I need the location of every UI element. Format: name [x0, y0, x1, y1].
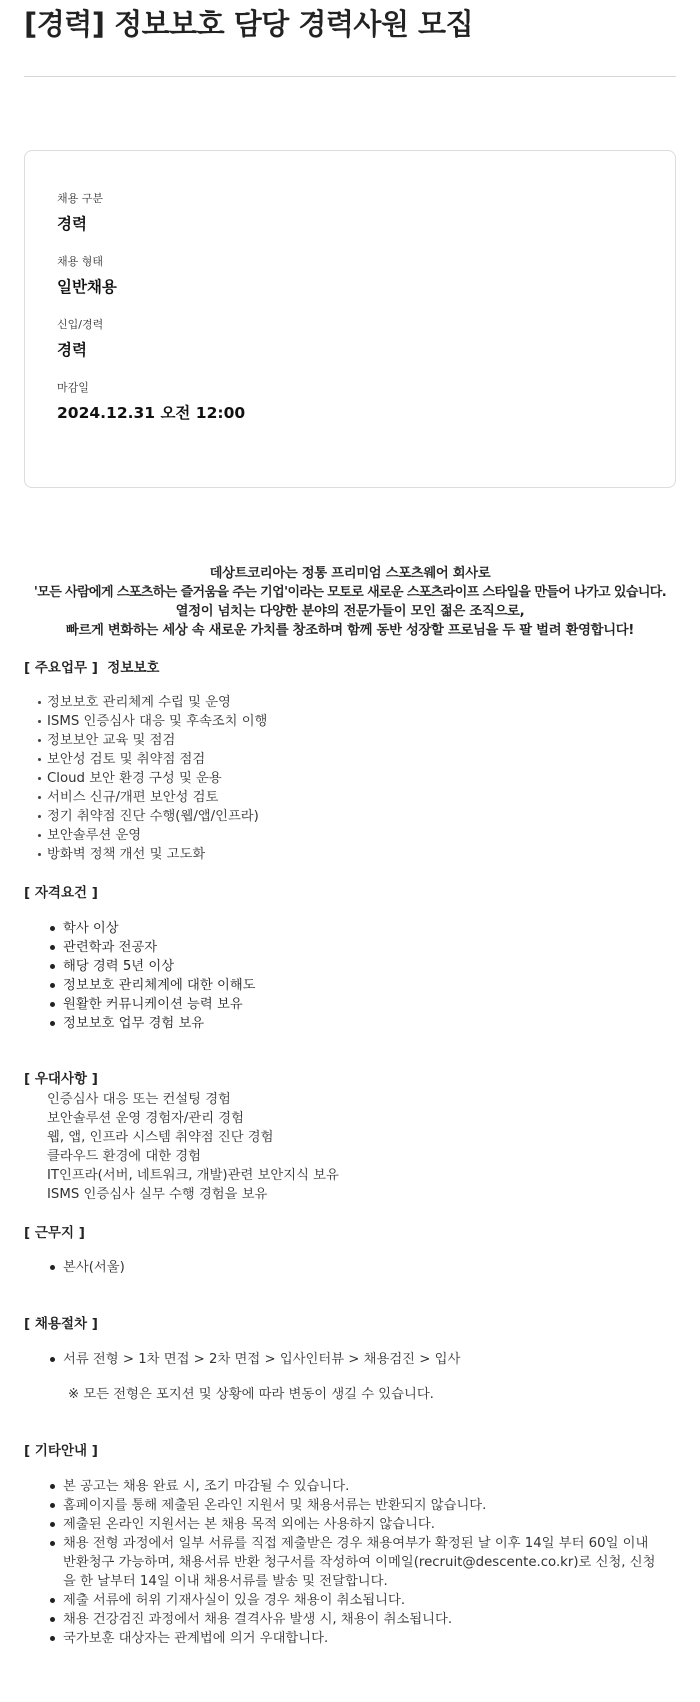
- duties-section: [24, 658, 676, 864]
- list-item: 제출 서류에 허위 기재사실이 있을 경우 채용이 취소됩니다.: [24, 1591, 670, 1610]
- list-item: Cloud 보안 환경 구성 및 운용: [24, 769, 676, 788]
- title-divider: [24, 76, 676, 77]
- preferred-list: [24, 1090, 676, 1204]
- list-item: ISMS 인증심사 실무 수행 경험을 보유: [47, 1187, 268, 1202]
- info-value: 일반채용: [57, 278, 117, 296]
- list-item: 보안솔루션 운영 경험자/관리 경험: [47, 1111, 244, 1126]
- job-info-card: [24, 150, 676, 488]
- list-item: 관련학과 전공자: [24, 938, 676, 957]
- list-item: 정보보호 관리체계에 대한 이해도: [24, 976, 676, 995]
- info-deadline: [57, 380, 643, 424]
- intro-line: '모든 사람에게 스포츠하는 즐거움을 주는 기업'이라는 모토로 새로운 스포츠라이프 스타일을 만들어 나가고 있습니다.: [33, 585, 667, 600]
- list-item: IT인프라(서버, 네트워크, 개발)관련 보안지식 보유: [47, 1168, 339, 1183]
- list-item: 정보보호 관리체계 수립 및 운영: [24, 693, 676, 712]
- location-section: [24, 1223, 676, 1277]
- info-label: 마감일: [57, 381, 89, 394]
- location-heading: [ 근무지 ]: [24, 1225, 85, 1241]
- process-section: [24, 1314, 676, 1404]
- list-item: 채용 전형 과정에서 일부 서류를 직접 제출받은 경우 채용여부가 확정된 날 이후 14일 부터 60일 이내 반환청구 가능하며, 채용서류 반환 청구서를 작성하여 이메일(recruit@descente.co.kr)로 신청, 신청을 한 날부터 14일 이내 채용서류를 발송 및 전달합니다.: [24, 1534, 670, 1591]
- company-intro: [24, 564, 676, 640]
- list-item: 정보보호 업무 경험 보유: [24, 1014, 676, 1033]
- info-label: 채용 구분: [57, 192, 104, 205]
- etc-section: [24, 1441, 676, 1648]
- requirements-heading: [ 자격요건 ]: [24, 885, 98, 901]
- list-item: 서비스 신규/개편 보안성 검토: [24, 788, 676, 807]
- info-value: 경력: [57, 215, 87, 233]
- page-title: [경력] 정보보호 담당 경력사원 모집: [24, 7, 474, 41]
- list-item: 학사 이상: [24, 919, 676, 938]
- list-item: 서류 전형 > 1차 면접 > 2차 면접 > 입사인터뷰 > 채용검진 > 입사: [24, 1350, 676, 1369]
- list-item: 클라우드 환경에 대한 경험: [47, 1149, 201, 1164]
- requirements-section: [24, 883, 676, 1033]
- etc-heading: [ 기타안내 ]: [24, 1443, 98, 1459]
- list-item: 원활한 커뮤니케이션 능력 보유: [24, 995, 676, 1014]
- list-item: 인증심사 대응 또는 컨설팅 경험: [47, 1092, 231, 1107]
- list-item: 홈페이지를 통해 제출된 온라인 지원서 및 채용서류는 반환되지 않습니다.: [24, 1496, 670, 1515]
- process-list: [24, 1350, 676, 1369]
- preferred-heading: [ 우대사항 ]: [24, 1071, 98, 1087]
- list-item: ISMS 인증심사 대응 및 후속조치 이행: [24, 712, 676, 731]
- duties-heading: [ 주요업무 ] 정보보호: [24, 660, 160, 676]
- info-label: 신입/경력: [57, 318, 104, 331]
- etc-list: [24, 1477, 676, 1648]
- info-label: 채용 형태: [57, 255, 104, 268]
- intro-line: 열정이 넘치는 다양한 분야의 전문가들이 모인 젊은 조직으로,: [175, 604, 525, 619]
- intro-line: 데상트코리아는 정통 프리미엄 스포츠웨어 회사로: [209, 566, 491, 581]
- requirements-list: [24, 919, 676, 1033]
- list-item: 국가보훈 대상자는 관계법에 의거 우대합니다.: [24, 1629, 670, 1648]
- info-employment-type: [57, 254, 643, 298]
- process-heading: [ 채용절차 ]: [24, 1316, 98, 1332]
- duties-list: [24, 693, 676, 864]
- preferred-section: [24, 1069, 676, 1204]
- info-career-level: [57, 317, 643, 361]
- list-item: 보안성 검토 및 취약점 점검: [24, 750, 676, 769]
- info-value: 2024.12.31 오전 12:00: [57, 404, 246, 422]
- list-item: 본 공고는 채용 완료 시, 조기 마감될 수 있습니다.: [24, 1477, 670, 1496]
- list-item: 정기 취약점 진단 수행(웹/앱/인프라): [24, 807, 676, 826]
- list-item: 본사(서울): [24, 1258, 676, 1277]
- list-item: 채용 건강검진 과정에서 채용 결격사유 발생 시, 채용이 취소됩니다.: [24, 1610, 670, 1629]
- process-note: ※ 모든 전형은 포지션 및 상황에 따라 변동이 생길 수 있습니다.: [68, 1387, 434, 1402]
- list-item: 방화벽 정책 개선 및 고도화: [24, 845, 676, 864]
- info-value: 경력: [57, 341, 87, 359]
- list-item: 웹, 앱, 인프라 시스템 취약점 진단 경험: [47, 1130, 274, 1145]
- list-item: 보안솔루션 운영: [24, 826, 676, 845]
- list-item: 정보보안 교육 및 점검: [24, 731, 676, 750]
- info-employment-category: [57, 191, 643, 235]
- intro-line: 빠르게 변화하는 세상 속 새로운 가치를 창조하며 함께 동반 성장할 프로님을 두 팔 벌려 환영합니다!: [65, 623, 635, 638]
- list-item: 제출된 온라인 지원서는 본 채용 목적 외에는 사용하지 않습니다.: [24, 1515, 670, 1534]
- location-list: [24, 1258, 676, 1277]
- list-item: 해당 경력 5년 이상: [24, 957, 676, 976]
